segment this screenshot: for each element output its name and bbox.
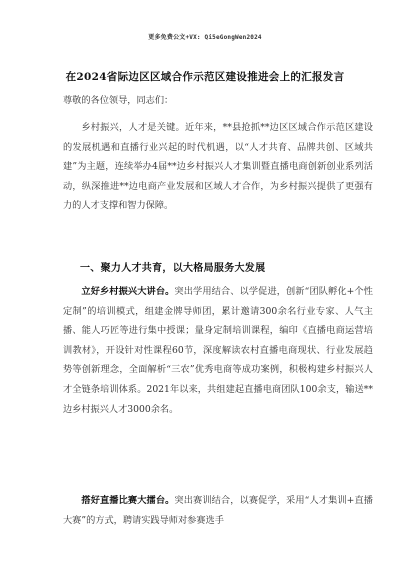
- intro-paragraph: 乡村振兴，人才是关键。近年来，**县抢抓**边区区域合作示范区建设的发展机遇和直播行业兴起的时代机遇，以“人才共育、品牌共创、区域共建”为主题，连续举办4届**边乡村振兴人才集训暨直播电商创新创业系列活动，纵深推进**边电商产业发展和区域人才合作，为乡村振兴提供了更强有力的人才支撑和智力保障。: [63, 122, 373, 212]
- header-note: 更多免费公文+VX: Qi5eGongWen2024: [148, 34, 262, 41]
- paragraph-contest: [63, 491, 373, 530]
- paragraph-lead: 立好乡村振兴大讲台。: [81, 286, 175, 297]
- paragraph-body: 突出学用结合、以学促进，创新“团队孵化+个性定制”的培训模式，组建金牌导师团，累计邀请300余名行业专家、人气主播、能人巧匠等进行集中授课；量身定制培训课程，编印《直播电商运营培训教材》，开设针对性课程60节，深度解读农村直播电商现状、行业发展趋势等创新理念，全面解析“三农”优秀电商等成功案例，积极构建乡村振兴人才全链条培训体系。2021年以来，共组建起直播电商团队100余支，输送**边乡村振兴人才3000余名。: [63, 286, 373, 415]
- section-heading: 一、聚力人才共育，以大格局服务大发展: [80, 263, 266, 274]
- document-title: 在2024省际边区区域合作示范区建设推进会上的汇报发言: [65, 71, 345, 83]
- paragraph-lecture: [63, 282, 373, 419]
- paragraph-body: 突出赛训结合，以赛促学，采用“人才集训+直播大赛”的方式，聘请实践导师对参赛选手: [63, 495, 373, 526]
- greeting: 尊敬的各位领导，同志们：: [63, 95, 174, 106]
- paragraph-lead: 搭好直播比赛大擂台。: [81, 495, 175, 506]
